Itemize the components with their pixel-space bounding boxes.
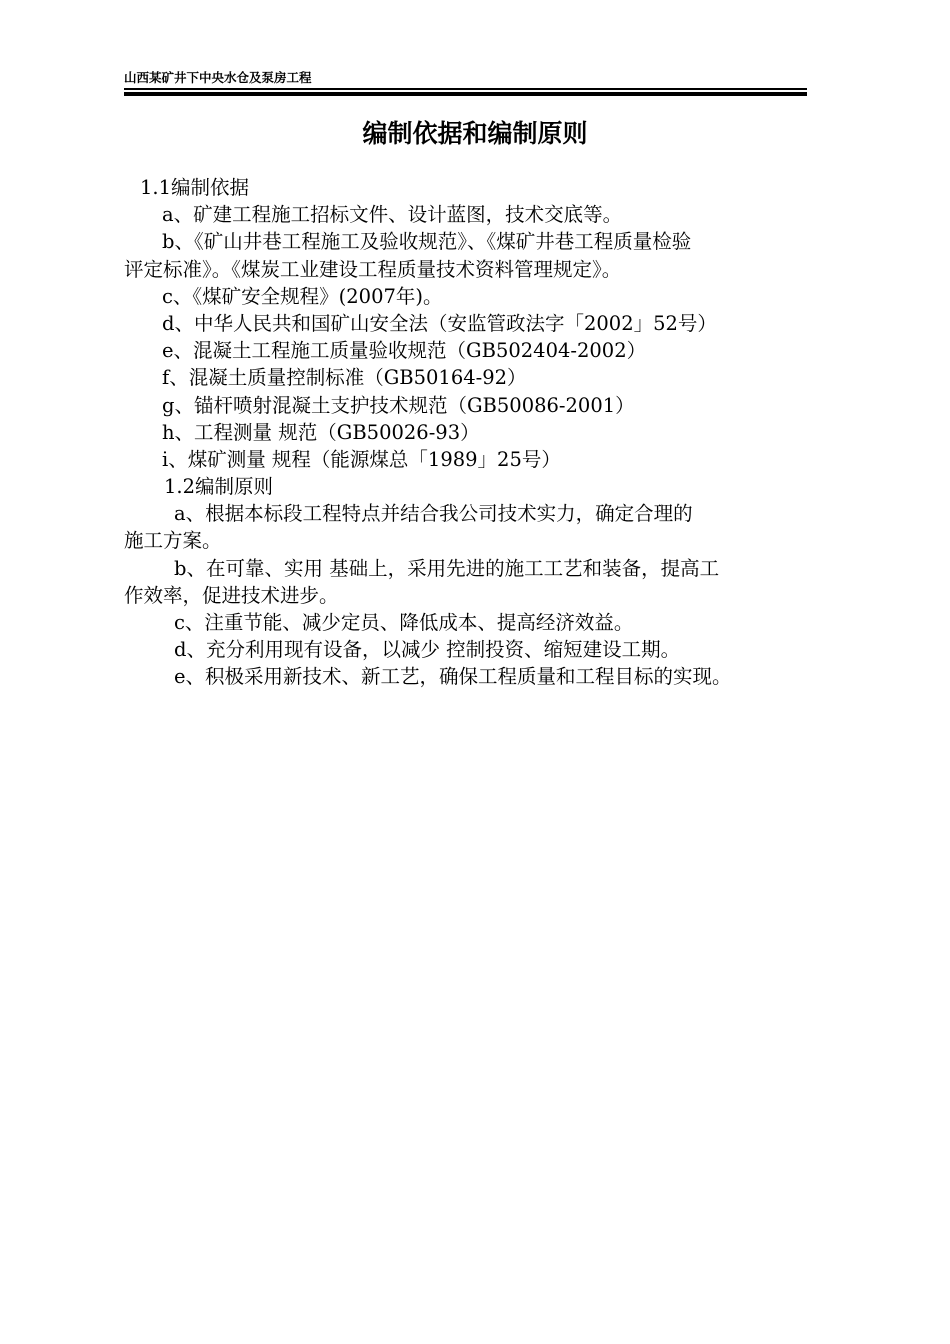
principle-item-b-continued: 作效率，促进技术进步。 bbox=[124, 583, 339, 607]
principle-item-b: b、在可靠、实用 基础上，采用先进的施工工艺和装备，提高工 bbox=[174, 556, 720, 580]
header-title: 山西某矿井下中央水仓及泵房工程 bbox=[124, 70, 312, 85]
principle-item-a-continued: 施工方案。 bbox=[124, 529, 222, 553]
basis-item-g: g、锚杆喷射混凝土支护技术规范（GB50086-2001） bbox=[162, 393, 635, 417]
basis-item-c: c、《煤矿安全规程》(2007年)。 bbox=[162, 284, 443, 308]
section-heading-principles: 1.2编制原则 bbox=[164, 475, 274, 499]
section-heading-basis: 1.1编制依据 bbox=[140, 176, 250, 199]
basis-item-e: e、混凝土工程施工质量验收规范（GB502404-2002） bbox=[162, 339, 647, 363]
principle-item-e: e、积极采用新技术、新工艺，确保工程质量和工程目标的实现。 bbox=[174, 665, 732, 689]
basis-item-b-continued: 评定标准》。《煤炭工业建设工程质量技术资料管理规定》。 bbox=[124, 257, 622, 281]
basis-item-f: f、混凝土质量控制标准（GB50164-92） bbox=[162, 366, 527, 390]
header-rule-thin bbox=[124, 88, 807, 90]
basis-item-a: a、矿建工程施工招标文件、设计蓝图，技术交底等。 bbox=[162, 203, 623, 227]
basis-item-b: b、《矿山井巷工程施工及验收规范》、《煤矿井巷工程质量检验 bbox=[162, 230, 692, 254]
basis-item-h: h、工程测量 规范（GB50026-93） bbox=[162, 420, 480, 444]
document-title: 编制依据和编制原则 bbox=[362, 119, 588, 148]
principle-item-a: a、根据本标段工程特点并结合我公司技术实力，确定合理的 bbox=[174, 502, 693, 526]
document-body bbox=[124, 174, 814, 691]
principle-item-c: c、注重节能、减少定员、降低成本、提高经济效益。 bbox=[174, 611, 634, 634]
basis-item-i: i、煤矿测量 规程（能源煤总「1989」25号） bbox=[162, 447, 561, 471]
header-rule-thick bbox=[124, 92, 807, 96]
basis-item-d: d、中华人民共和国矿山安全法（安监管政法字「2002」52号） bbox=[162, 311, 717, 335]
principle-item-d: d、充分利用现有设备，以减少 控制投资、缩短建设工期。 bbox=[174, 638, 681, 662]
